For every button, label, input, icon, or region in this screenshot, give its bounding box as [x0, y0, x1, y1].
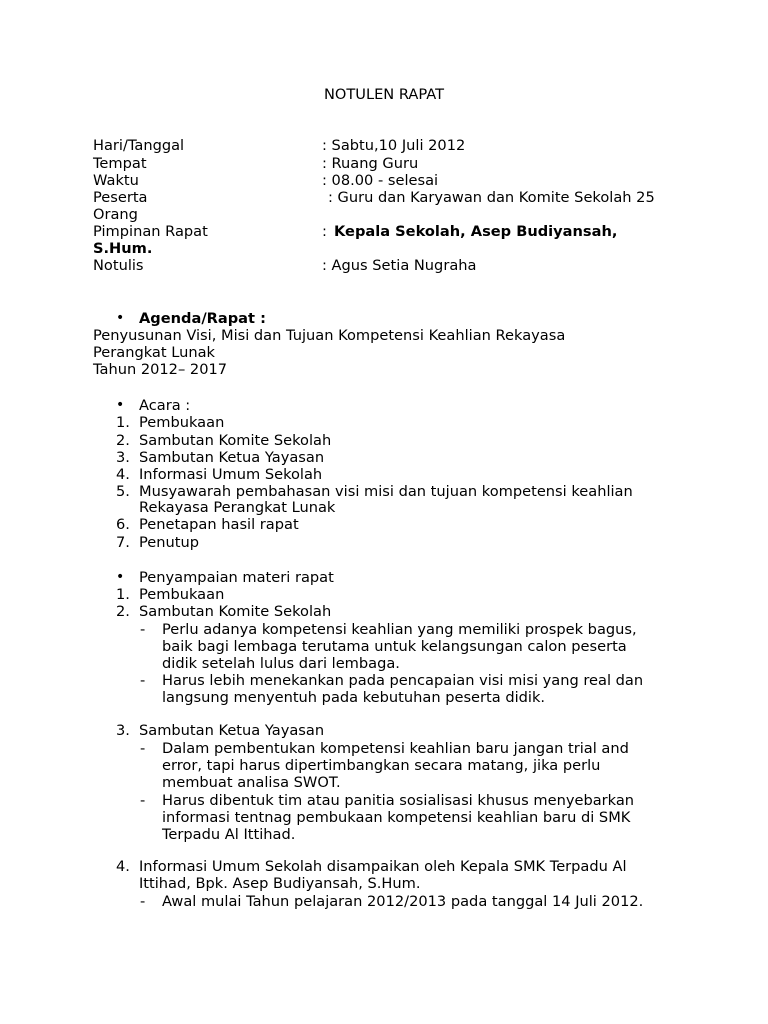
agenda-line-3: Tahun 2012– 2017: [93, 361, 228, 378]
acara-num: 3.: [116, 449, 130, 466]
dash-marker: -: [140, 792, 146, 809]
point-line: error, tapi harus dipertimbangkan secara matang, jika perlu: [162, 757, 601, 774]
pimpinan-label: Pimpinan Rapat: [93, 223, 208, 240]
notulis-value: : Agus Setia Nugraha: [322, 257, 477, 274]
dash-marker: -: [140, 621, 146, 638]
acara-item: Penetapan hasil rapat: [139, 516, 299, 533]
hari-value: : Sabtu,10 Juli 2012: [322, 137, 466, 154]
materi-num: 2.: [116, 603, 130, 620]
acara-num: 2.: [116, 432, 130, 449]
materi-num: 1.: [116, 586, 130, 603]
point-line: didik setelah lulus dari lembaga.: [162, 655, 400, 672]
tempat-value: : Ruang Guru: [322, 155, 419, 172]
point-line: Awal mulai Tahun pelajaran 2012/2013 pada tanggal 14 Juli 2012.: [162, 893, 644, 910]
materi-num: 4.: [116, 858, 130, 875]
pimpinan-continuation: S.Hum.: [93, 240, 153, 257]
acara-bullet-icon: •: [116, 397, 125, 413]
peserta-value: : Guru dan Karyawan dan Komite Sekolah 25: [328, 189, 655, 206]
point-line: Terpadu Al Ittihad.: [162, 826, 296, 843]
point-line: informasi tentnag pembukaan kompetensi keahlian baru di SMK: [162, 809, 631, 826]
dash-marker: -: [140, 672, 146, 689]
agenda-bullet-icon: •: [116, 310, 125, 326]
agenda-line-2: Perangkat Lunak: [93, 344, 215, 361]
acara-item: Musyawarah pembahasan visi misi dan tujuan kompetensi keahlian: [139, 483, 633, 500]
acara-num: 5.: [116, 483, 130, 500]
acara-item: Informasi Umum Sekolah: [139, 466, 323, 483]
dash-marker: -: [140, 893, 146, 910]
waktu-label: Waktu: [93, 172, 139, 189]
document-title: NOTULEN RAPAT: [323, 86, 445, 103]
acara-heading: Acara :: [139, 397, 191, 414]
materi-bullet-icon: •: [116, 569, 125, 585]
dash-marker: -: [140, 740, 146, 757]
notulis-label: Notulis: [93, 257, 144, 274]
acara-num: 4.: [116, 466, 130, 483]
point-line: Harus dibentuk tim atau panitia sosialisasi khusus menyebarkan: [162, 792, 635, 809]
point-line: langsung menyentuh pada kebutuhan peserta didik.: [162, 689, 546, 706]
pimpinan-colon: :: [322, 223, 327, 240]
acara-item: Sambutan Ketua Yayasan: [139, 449, 325, 466]
materi-item: Informasi Umum Sekolah disampaikan oleh Kepala SMK Terpadu Al: [139, 858, 627, 875]
tempat-label: Tempat: [93, 155, 147, 172]
point-line: membuat analisa SWOT.: [162, 774, 341, 791]
acara-num: 6.: [116, 516, 130, 533]
acara-item: Sambutan Komite Sekolah: [139, 432, 332, 449]
acara-item: Pembukaan: [139, 414, 225, 431]
agenda-heading: Agenda/Rapat :: [139, 310, 266, 327]
hari-label: Hari/Tanggal: [93, 137, 185, 154]
acara-item-continuation: Rekayasa Perangkat Lunak: [139, 499, 336, 516]
peserta-label: Peserta: [93, 189, 148, 206]
materi-item: Sambutan Komite Sekolah: [139, 603, 332, 620]
acara-num: 1.: [116, 414, 130, 431]
acara-item: Penutup: [139, 534, 199, 551]
materi-item-continuation: Ittihad, Bpk. Asep Budiyansah, S.Hum.: [139, 875, 421, 892]
materi-num: 3.: [116, 722, 130, 739]
waktu-value: : 08.00 - selesai: [322, 172, 439, 189]
point-line: Harus lebih menekankan pada pencapaian visi misi yang real dan: [162, 672, 644, 689]
point-line: baik bagi lembaga terutama untuk kelangsungan calon peserta: [162, 638, 627, 655]
agenda-line-1: Penyusunan Visi, Misi dan Tujuan Kompetensi Keahlian Rekayasa: [93, 327, 566, 344]
materi-item: Sambutan Ketua Yayasan: [139, 722, 325, 739]
materi-heading: Penyampaian materi rapat: [139, 569, 334, 586]
point-line: Perlu adanya kompetensi keahlian yang memiliki prospek bagus,: [162, 621, 637, 638]
materi-item: Pembukaan: [139, 586, 225, 603]
acara-num: 7.: [116, 534, 130, 551]
pimpinan-value: Kepala Sekolah, Asep Budiyansah,: [334, 223, 618, 240]
point-line: Dalam pembentukan kompetensi keahlian baru jangan trial and: [162, 740, 629, 757]
peserta-continuation: Orang: [93, 206, 138, 223]
